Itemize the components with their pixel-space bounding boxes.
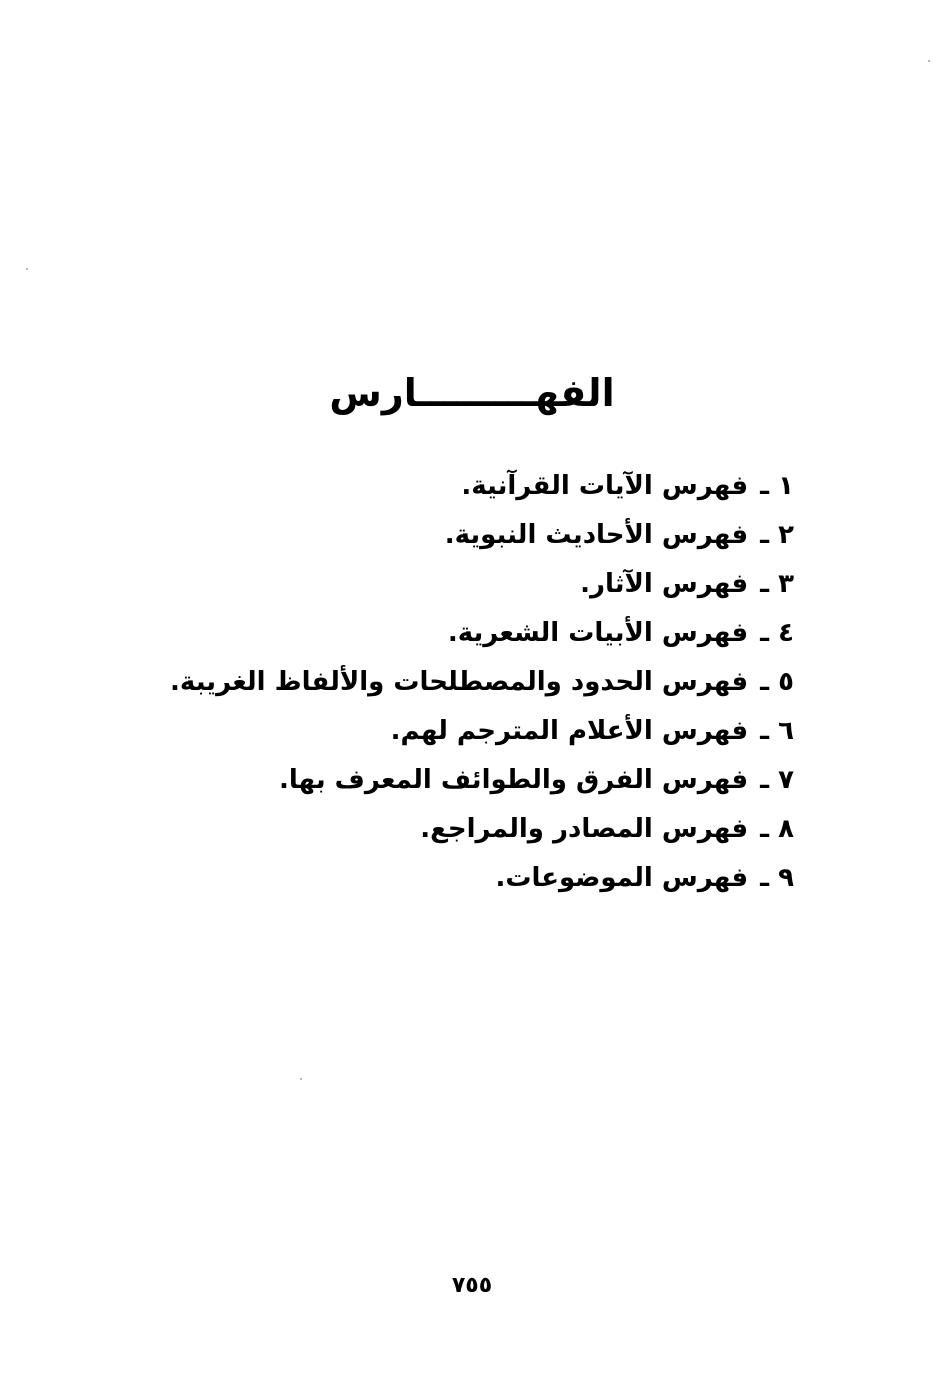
item-number: ٨ — [778, 814, 794, 844]
item-text: فهرس المصادر والمراجع. — [420, 814, 749, 844]
index-list-item — [170, 756, 797, 805]
item-text: فهرس الحدود والمصطلحات والألفاظ الغريبة. — [170, 667, 749, 697]
index-list-item — [170, 560, 797, 609]
page-title: الفهـــــــــارس — [329, 371, 615, 416]
item-text: فهرس الأبيات الشعرية. — [447, 618, 749, 648]
index-list-item — [170, 658, 797, 707]
index-list-item — [170, 462, 797, 511]
item-number: ٣ — [778, 569, 794, 599]
scan-speck — [300, 1078, 302, 1080]
item-separator: ـ — [760, 814, 769, 844]
item-text: فهرس الأحاديث النبوية. — [444, 520, 749, 550]
index-list-item — [170, 707, 797, 756]
item-number: ٧ — [778, 765, 794, 795]
item-separator: ـ — [760, 667, 769, 697]
item-number: ٩ — [778, 863, 794, 893]
index-list-item — [170, 854, 797, 903]
scan-speck — [928, 60, 930, 62]
item-number: ٥ — [778, 667, 794, 697]
item-separator: ـ — [760, 863, 769, 893]
item-separator: ـ — [760, 569, 769, 599]
index-list — [170, 462, 797, 903]
index-list-item — [170, 805, 797, 854]
item-separator: ـ — [760, 471, 769, 501]
page-number: ٧٥٥ — [451, 1273, 493, 1298]
index-list-item — [170, 609, 797, 658]
item-number: ٢ — [778, 520, 794, 550]
index-list-item — [170, 511, 797, 560]
item-number: ١ — [778, 471, 794, 501]
item-separator: ـ — [760, 765, 769, 795]
item-separator: ـ — [760, 716, 769, 746]
item-number: ٦ — [778, 716, 794, 746]
item-separator: ـ — [760, 520, 769, 550]
item-text: فهرس الأعلام المترجم لهم. — [390, 716, 749, 746]
item-number: ٤ — [778, 618, 794, 648]
item-text: فهرس الموضوعات. — [495, 863, 749, 893]
item-separator: ـ — [760, 618, 769, 648]
item-text: فهرس الفرق والطوائف المعرف بها. — [279, 765, 749, 795]
item-text: فهرس الآيات القرآنية. — [461, 471, 749, 501]
scan-speck — [26, 268, 28, 270]
item-text: فهرس الآثار. — [580, 569, 749, 599]
